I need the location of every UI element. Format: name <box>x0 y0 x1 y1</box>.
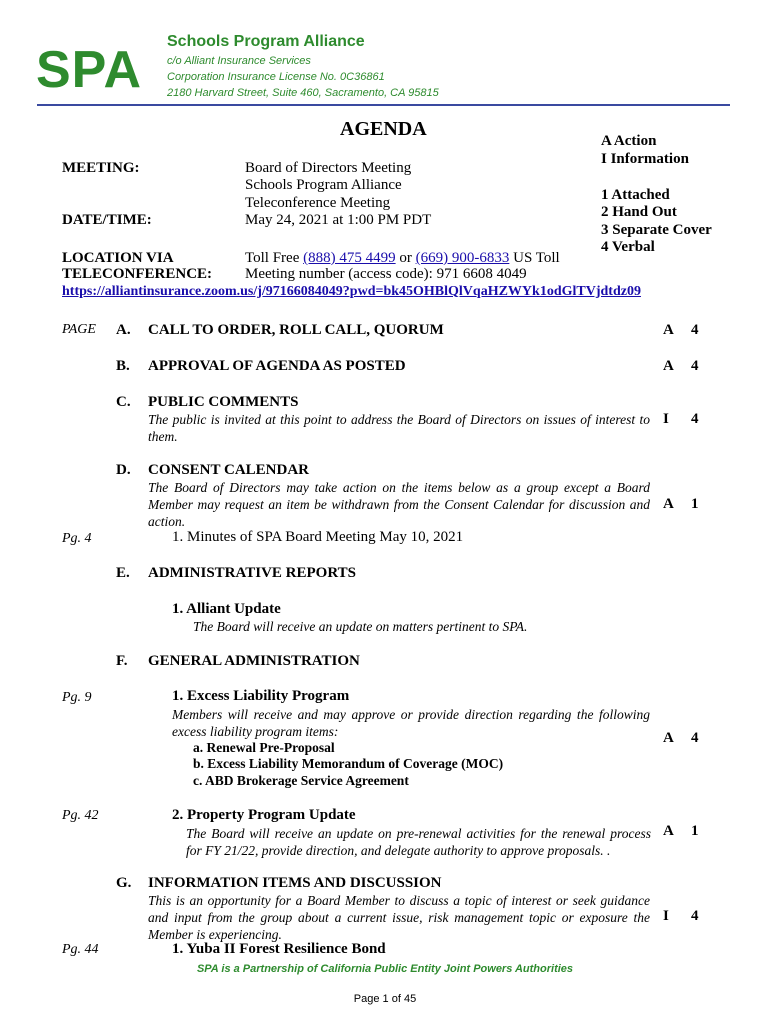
legend-attached: 1 Attached <box>601 187 670 203</box>
item-g-title: INFORMATION ITEMS AND DISCUSSION <box>148 875 442 891</box>
item-b-num: 4 <box>691 358 699 374</box>
meeting-number: Meeting number (access code): 971 6608 4049 <box>245 266 527 282</box>
toll-or: or <box>395 250 416 266</box>
item-d-letter: D. <box>116 462 131 478</box>
header-divider <box>37 104 730 106</box>
toll-suffix: US Toll <box>509 250 560 266</box>
item-f-sub-1: 1. Excess Liability Program <box>172 688 350 704</box>
item-f-sub-2-num: 1 <box>691 823 699 839</box>
spa-logo: SPA <box>36 41 143 99</box>
item-a-num: 4 <box>691 322 699 338</box>
item-f-sub-1-code: A <box>663 730 674 746</box>
item-g-num: 4 <box>691 908 699 924</box>
item-e-title: ADMINISTRATIVE REPORTS <box>148 565 356 581</box>
item-c-title: PUBLIC COMMENTS <box>148 394 299 410</box>
item-c-description: The public is invited at this point to address the Board of Directors on issues of interest to them. <box>148 412 650 444</box>
item-c-code: I <box>663 411 669 427</box>
date-value: May 24, 2021 at 1:00 PM PDT <box>245 212 432 228</box>
item-f-sub-2-description: The Board will receive an update on pre-renewal activities for the renewal process for FY 21/22, provide direction, and delegate authority to approve proposals. . <box>186 826 651 858</box>
item-g-letter: G. <box>116 875 132 891</box>
item-e-sub-1: 1. Alliant Update <box>172 601 281 617</box>
item-g-description: This is an opportunity for a Board Member to discuss a topic of interest or seek guidance and input from the group about a current issue, risk management topic or exposure the Member is experiencing. <box>148 893 650 942</box>
item-f-sub-1-c: c. ABD Brokerage Service Agreement <box>193 773 409 788</box>
item-f-sub-2-code: A <box>663 823 674 839</box>
meeting-label: MEETING: <box>62 160 140 176</box>
zoom-link[interactable]: https://alliantinsurance.zoom.us/j/97166084049?pwd=bk45OHBlQlVqaHZWYk1odGlTVjdtdz09 <box>62 284 641 299</box>
item-f-sub-1-description: Members will receive and may approve or provide direction regarding the following excess liability program items: <box>172 707 650 739</box>
legend-action: A Action <box>601 133 657 149</box>
item-f-sub-2: 2. Property Program Update <box>172 807 356 823</box>
item-a-code: A <box>663 322 674 338</box>
location-label-1: LOCATION VIA <box>62 250 174 266</box>
item-f-letter: F. <box>116 653 128 669</box>
item-d-sub-1: 1. Minutes of SPA Board Meeting May 10, 2021 <box>172 529 464 545</box>
item-f-sub-1-num: 4 <box>691 730 699 746</box>
item-g-page-ref: Pg. 44 <box>62 942 99 957</box>
item-e-sub-1-description: The Board will receive an update on matters pertinent to SPA. <box>193 619 528 634</box>
toll-line <box>245 250 560 267</box>
page-title: AGENDA <box>340 118 427 140</box>
phone-link-2[interactable]: (669) 900-6833 <box>415 250 510 266</box>
item-f-page-ref-2: Pg. 42 <box>62 808 99 823</box>
item-b-code: A <box>663 358 674 374</box>
item-d-title: CONSENT CALENDAR <box>148 462 310 478</box>
item-d-code: A <box>663 496 674 512</box>
legend-hand-out: 2 Hand Out <box>601 204 677 220</box>
item-f-sub-1-b: b. Excess Liability Memorandum of Coverage (MOC) <box>193 756 504 771</box>
item-d-num: 1 <box>691 496 699 512</box>
date-label: DATE/TIME: <box>62 212 152 228</box>
item-d-description: The Board of Directors may take action on the items below as a group except a Board Member may request an item be withdrawn from the Consent Calendar for discussion and action. <box>148 480 650 529</box>
item-d-page-ref: Pg. 4 <box>62 531 92 546</box>
item-g-code: I <box>663 908 669 924</box>
meeting-line-3: Teleconference Meeting <box>245 195 391 211</box>
item-f-sub-1-a: a. Renewal Pre-Proposal <box>193 740 335 755</box>
org-address-line-2: Corporation Insurance License No. 0C36861 <box>167 71 385 83</box>
legend-verbal: 4 Verbal <box>601 239 655 255</box>
meeting-line-1: Board of Directors Meeting <box>245 160 412 176</box>
footer-tagline: SPA is a Partnership of California Public Entity Joint Powers Authorities <box>196 963 574 975</box>
legend-information: I Information <box>601 151 689 167</box>
item-f-page-ref-1: Pg. 9 <box>62 690 92 705</box>
phone-link-1[interactable]: (888) 475 4499 <box>303 250 396 266</box>
meeting-line-2: Schools Program Alliance <box>245 177 402 193</box>
org-address-line-1: c/o Alliant Insurance Services <box>167 55 311 67</box>
location-label-2: TELECONFERENCE: <box>62 266 213 282</box>
item-b-title: APPROVAL OF AGENDA AS POSTED <box>148 358 406 374</box>
org-name: Schools Program Alliance <box>167 33 365 50</box>
item-a-letter: A. <box>116 322 131 338</box>
item-b-letter: B. <box>116 358 130 374</box>
legend-separate-cover: 3 Separate Cover <box>601 222 712 238</box>
page-column-header: PAGE <box>62 322 96 337</box>
item-e-letter: E. <box>116 565 130 581</box>
item-c-letter: C. <box>116 394 131 410</box>
item-g-sub-1: 1. Yuba II Forest Resilience Bond <box>172 941 386 957</box>
item-f-title: GENERAL ADMINISTRATION <box>148 653 360 669</box>
item-c-num: 4 <box>691 411 699 427</box>
org-address-line-3: 2180 Harvard Street, Suite 460, Sacramento, CA 95815 <box>167 87 439 99</box>
page-number: Page 1 of 45 <box>353 993 417 1005</box>
item-a-title: CALL TO ORDER, ROLL CALL, QUORUM <box>148 322 444 338</box>
toll-prefix: Toll Free <box>245 250 304 266</box>
